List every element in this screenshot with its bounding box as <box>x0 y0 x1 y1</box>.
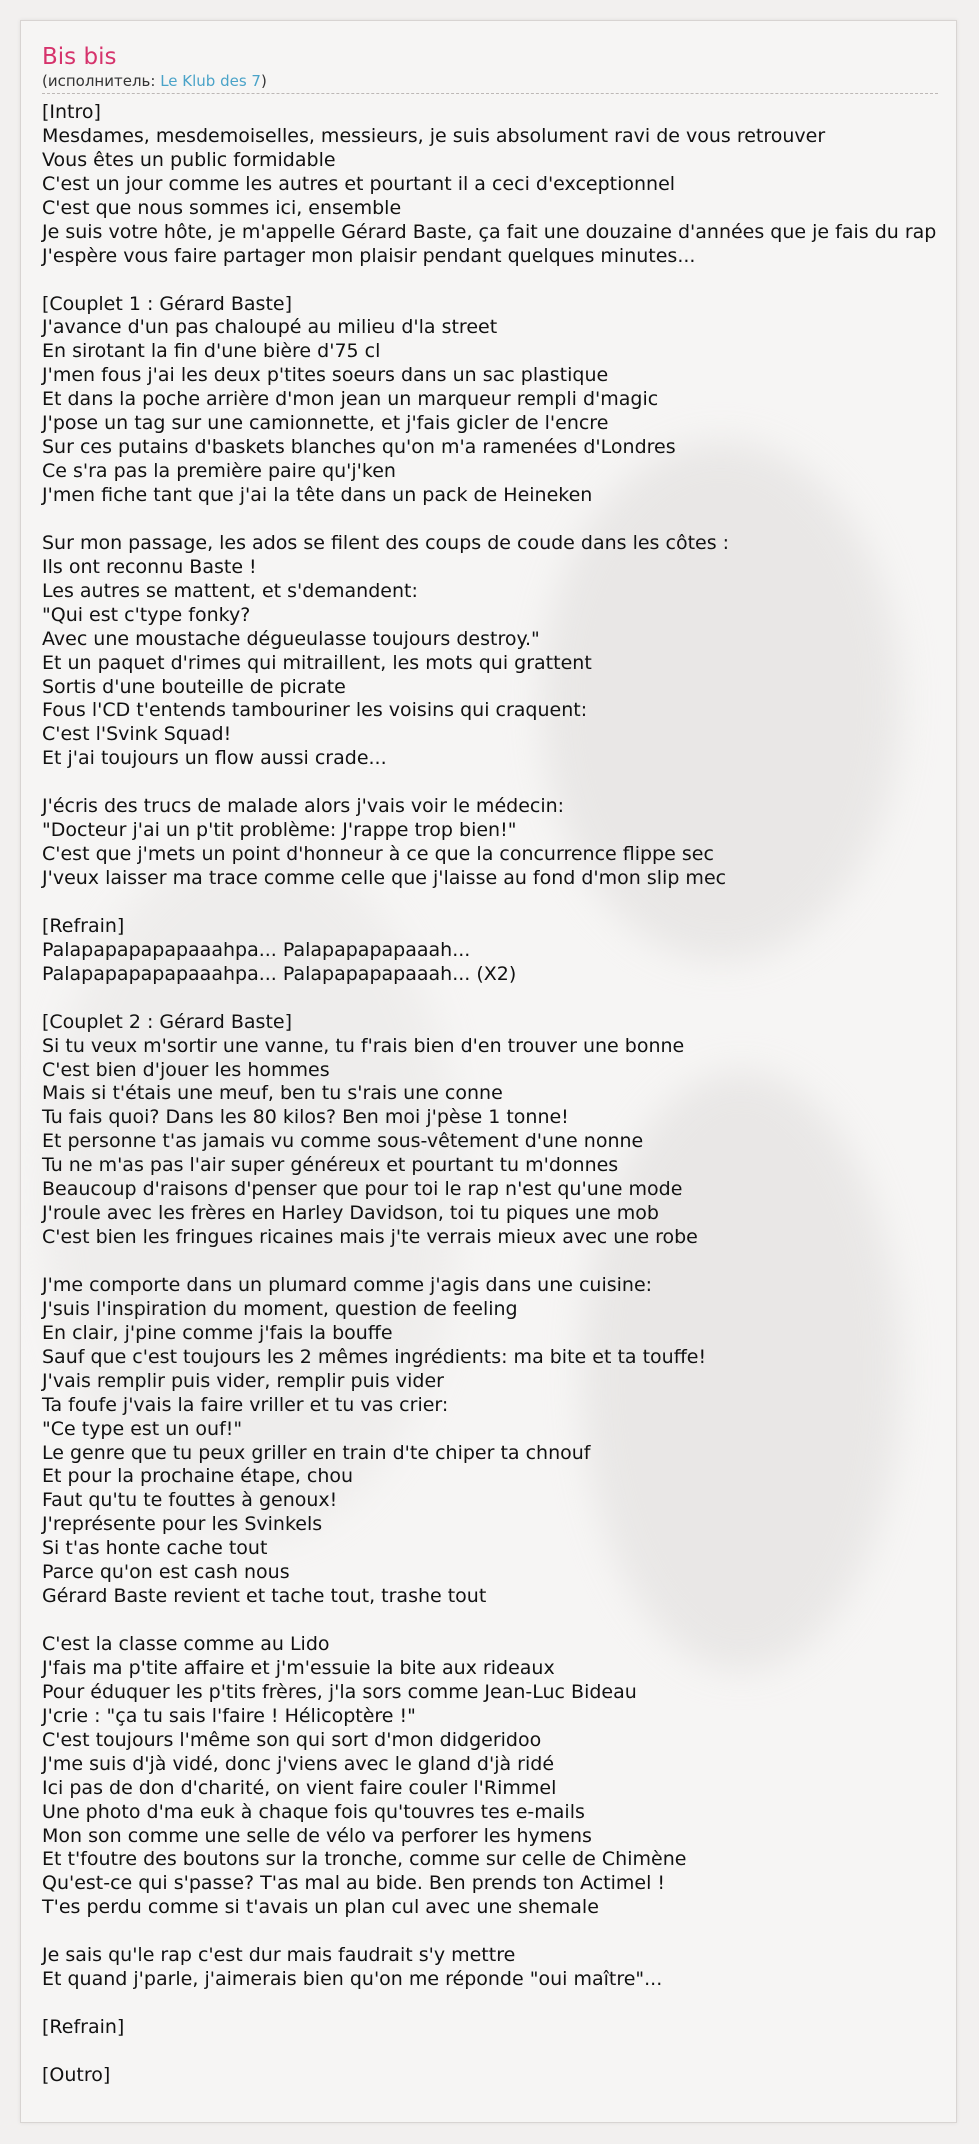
artist-link[interactable]: Le Klub des 7 <box>160 72 261 90</box>
lyric-line: J'suis l'inspiration du moment, question de feeling <box>42 1297 518 1320</box>
lyric-line: Palapapapapapaaahpa... Palapapapapaaah... (X2) <box>42 962 517 985</box>
lyric-line: Et un paquet d'rimes qui mitraillent, les mots qui grattent <box>42 651 592 674</box>
lyric-line: [Outro] <box>42 2063 111 2086</box>
lyric-line: C'est que nous sommes ici, ensemble <box>42 196 402 219</box>
lyric-line <box>42 1920 957 1944</box>
lyric-line: Sur mon passage, les ados se filent des coups de coude dans les côtes : <box>42 531 730 554</box>
lyric-line: Sauf que c'est toujours les 2 mêmes ingrédients: ma bite et ta touffe! <box>42 1345 707 1368</box>
lyric-line: Faut qu'tu te fouttes à genoux! <box>42 1489 338 1512</box>
lyric-line: Et t'foutre des boutons sur la tronche, comme sur celle de Chimène <box>42 1848 687 1871</box>
lyric-line: [Refrain] <box>42 914 125 937</box>
performer-line <box>42 72 938 90</box>
lyric-line: Ils ont reconnu Baste ! <box>42 555 257 578</box>
lyric-line: Ce s'ra pas la première paire qu'j'ken <box>42 460 396 483</box>
lyric-line <box>42 2040 957 2064</box>
lyric-line: Je suis votre hôte, je m'appelle Gérard Baste, ça fait une douzaine d'années que je fais du rap <box>42 220 937 243</box>
lyric-line: Et j'ai toujours un flow aussi crade... <box>42 747 387 770</box>
lyric-line: T'es perdu comme si t'avais un plan cul avec une shemale <box>42 1896 599 1919</box>
lyric-line: Je sais qu'le rap c'est dur mais faudrait s'y mettre <box>42 1944 516 1967</box>
lyric-line <box>42 771 957 795</box>
lyric-line: Et personne t'as jamais vu comme sous-vêtement d'une nonne <box>42 1130 644 1153</box>
song-title: Bis bis <box>42 44 117 70</box>
lyric-line: En clair, j'pine comme j'fais la bouffe <box>42 1321 393 1344</box>
lyric-line: J'espère vous faire partager mon plaisir pendant quelques minutes... <box>42 244 696 267</box>
lyric-line <box>42 891 957 915</box>
lyric-line: J'me suis d'jà vidé, donc j'viens avec le gland d'jà ridé <box>42 1752 555 1775</box>
lyric-line: Une photo d'ma euk à chaque fois qu'touvres tes e-mails <box>42 1800 585 1823</box>
lyric-line: Si tu veux m'sortir une vanne, tu f'rais bien d'en trouver une bonne <box>42 1034 685 1057</box>
lyric-line <box>42 508 957 532</box>
lyric-line: [Refrain] <box>42 2016 125 2038</box>
lyric-line: J'vais remplir puis vider, remplir puis vider <box>42 1369 444 1392</box>
lyric-line: C'est bien d'jouer les hommes <box>42 1058 330 1081</box>
lyric-line: J'men fous j'ai les deux p'tites soeurs dans un sac plastique <box>42 364 609 387</box>
lyric-line: C'est un jour comme les autres et pourtant il a ceci d'exceptionnel <box>42 172 676 195</box>
lyric-line: Sortis d'une bouteille de picrate <box>42 675 346 698</box>
lyrics-card <box>20 20 957 2123</box>
lyric-line: "Docteur j'ai un p'tit problème: J'rappe trop bien!" <box>42 819 517 842</box>
lyric-line: Ici pas de don d'charité, on vient faire couler l'Rimmel <box>42 1776 557 1799</box>
performer-suffix: ) <box>260 72 267 90</box>
lyric-line: C'est que j'mets un point d'honneur à ce que la concurrence flippe sec <box>42 843 714 866</box>
lyric-line: Tu fais quoi? Dans les 80 kilos? Ben moi j'pèse 1 tonne! <box>42 1106 569 1129</box>
lyric-line <box>42 1609 957 1633</box>
lyric-line <box>42 1992 957 2016</box>
lyric-line: C'est l'Svink Squad! <box>42 723 232 746</box>
lyric-line: [Intro] <box>42 101 101 123</box>
lyric-line: [Couplet 2 : Gérard Baste] <box>42 1010 293 1033</box>
lyric-line: [Couplet 1 : Gérard Baste] <box>42 292 293 315</box>
lyric-line: Et pour la prochaine étape, chou <box>42 1465 354 1488</box>
lyric-line: Beaucoup d'raisons d'penser que pour toi le rap n'est qu'une mode <box>42 1178 683 1201</box>
lyric-line: Ta foufe j'vais la faire vriller et tu vas crier: <box>42 1393 449 1416</box>
lyric-line <box>42 269 957 293</box>
lyric-line: "Qui est c'type fonky? <box>42 603 251 626</box>
lyric-line: Mesdames, mesdemoiselles, messieurs, je suis absolument ravi de vous retrouver <box>42 124 826 147</box>
lyric-line: Tu ne m'as pas l'air super généreux et pourtant tu m'donnes <box>42 1154 619 1177</box>
lyric-line: Mais si t'étais une meuf, ben tu s'rais une conne <box>42 1082 503 1105</box>
lyric-line: Et dans la poche arrière d'mon jean un marqueur rempli d'magic <box>42 388 659 411</box>
lyric-line: J'représente pour les Svinkels <box>42 1513 323 1536</box>
lyric-line: C'est bien les fringues ricaines mais j'te verrais mieux avec une robe <box>42 1226 698 1249</box>
lyric-line: Mon son comme une selle de vélo va perforer les hymens <box>42 1824 592 1847</box>
lyric-line: En sirotant la fin d'une bière d'75 cl <box>42 340 381 363</box>
lyric-line: J'men fiche tant que j'ai la tête dans un pack de Heineken <box>42 484 593 506</box>
lyric-line: J'avance d'un pas chaloupé au milieu d'la street <box>42 316 498 339</box>
lyric-line: Si t'as honte cache tout <box>42 1537 268 1560</box>
lyric-line: Avec une moustache dégueulasse toujours destroy." <box>42 627 540 650</box>
lyric-line: Fous l'CD t'entends tambouriner les voisins qui craquent: <box>42 699 588 722</box>
lyric-line: C'est la classe comme au Lido <box>42 1633 330 1655</box>
lyric-line: J'veux laisser ma trace comme celle que j'laisse au fond d'mon slip mec <box>42 867 727 889</box>
lyric-line: C'est toujours l'même son qui sort d'mon didgeridoo <box>42 1728 542 1751</box>
lyric-line: Palapapapapapaaahpa... Palapapapapaaah... <box>42 938 471 961</box>
performer-prefix: (исполнитель: <box>42 72 161 90</box>
lyrics-text <box>42 101 957 2088</box>
lyric-line <box>42 987 957 1011</box>
lyric-line: Vous êtes un public formidable <box>42 148 336 171</box>
lyric-line: J'écris des trucs de malade alors j'vais voir le médecin: <box>42 795 565 818</box>
lyric-line: J'me comporte dans un plumard comme j'agis dans une cuisine: <box>42 1273 653 1296</box>
lyric-line: "Ce type est un ouf!" <box>42 1417 243 1440</box>
lyric-line: J'crie : "ça tu sais l'faire ! Hélicoptère !" <box>42 1704 416 1727</box>
lyric-line: Qu'est-ce qui s'passe? T'as mal au bide. Ben prends ton Actimel ! <box>42 1872 666 1895</box>
lyric-line: Et quand j'parle, j'aimerais bien qu'on me réponde "oui maître"... <box>42 1968 663 1991</box>
lyric-line: Pour éduquer les p'tits frères, j'la sors comme Jean-Luc Bideau <box>42 1680 637 1703</box>
lyric-line: Gérard Baste revient et tache tout, trashe tout <box>42 1585 487 1608</box>
lyric-line: Sur ces putains d'baskets blanches qu'on m'a ramenées d'Londres <box>42 436 676 459</box>
lyric-line: J'roule avec les frères en Harley Davidson, toi tu piques une mob <box>42 1202 659 1225</box>
lyric-line: Les autres se mattent, et s'demandent: <box>42 579 418 602</box>
lyric-line: J'pose un tag sur une camionnette, et j'fais gicler de l'encre <box>42 412 609 435</box>
lyric-line: Parce qu'on est cash nous <box>42 1561 290 1584</box>
song-header <box>42 42 938 94</box>
lyric-line: Le genre que tu peux griller en train d'te chiper ta chnouf <box>42 1441 591 1464</box>
lyric-line <box>42 1250 957 1274</box>
lyric-line: J'fais ma p'tite affaire et j'm'essuie la bite aux rideaux <box>42 1656 555 1679</box>
